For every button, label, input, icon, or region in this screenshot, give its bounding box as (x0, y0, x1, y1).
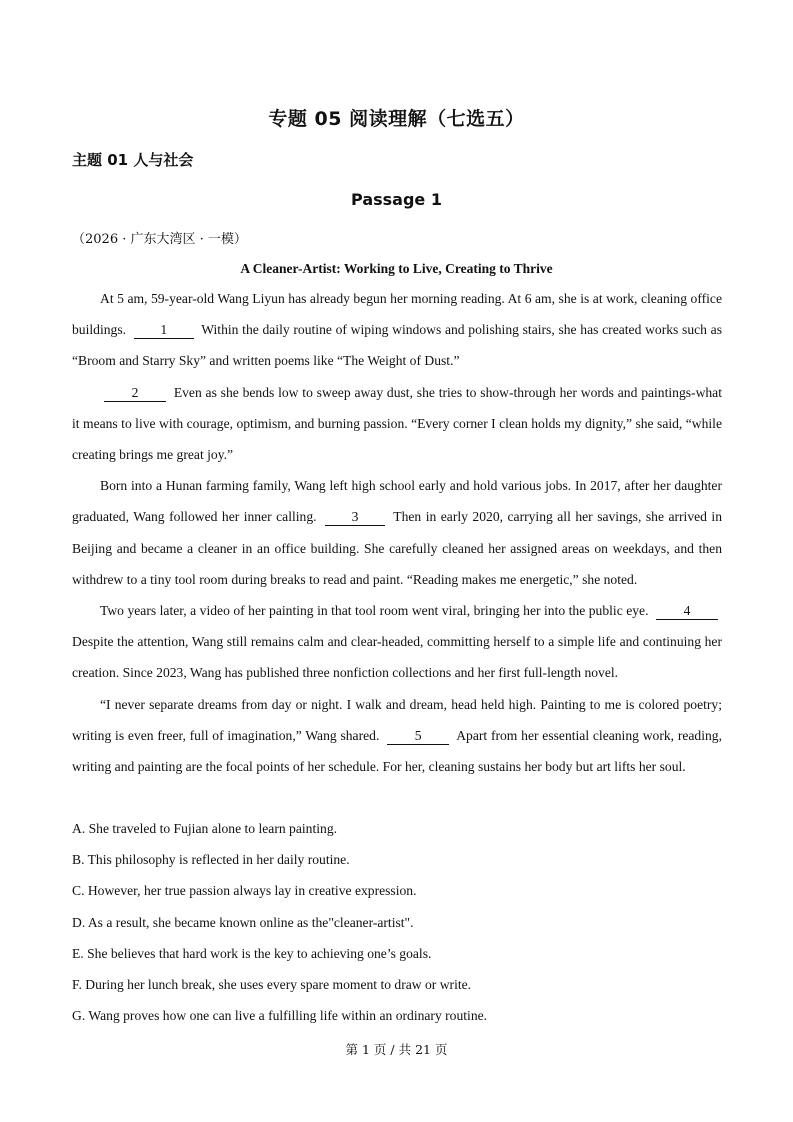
paragraph-4 (72, 595, 722, 689)
option-f: F. During her lunch break, she uses every spare moment to draw or write. (72, 977, 472, 993)
paragraph-text: Apart from her essential cleaning work, reading, writing and painting are the focal points of her schedule. For her, cleaning sustains her body but art lifts her soul. (72, 727, 722, 775)
topic-heading: 主题 01 人与社会 (72, 151, 194, 169)
article-title: A Cleaner-Artist: Working to Live, Creating to Thrive (240, 261, 553, 276)
option-b: B. This philosophy is reflected in her daily routine. (72, 852, 350, 868)
paragraph-text: Born into a Hunan farming family, Wang left high school early and hold various jobs. In 2017, after her daughter graduated, Wang followed her inner calling. (72, 478, 722, 525)
article-body (72, 283, 722, 782)
blank-3: 3 (325, 509, 385, 526)
blank-1: 1 (134, 322, 194, 339)
paragraph-5 (72, 689, 722, 783)
paragraph-3 (72, 470, 722, 595)
option-g: G. Wang proves how one can live a fulfilling life within an ordinary routine. (72, 1008, 488, 1024)
paragraph-text: At 5 am, 59-year-old Wang Liyun has already begun her morning reading. At 6 am, she is at work, cleaning office buildings. (72, 291, 722, 338)
paragraph-2 (72, 377, 722, 471)
source-note: （2026 · 广东大湾区 · 一模） (72, 232, 247, 247)
blank-5: 5 (387, 728, 449, 745)
option-e: E. She believes that hard work is the key to achieving one’s goals. (72, 945, 432, 961)
paragraph-text: “I never separate dreams from day or night. I walk and dream, head held high. Painting to me is colored poetry; writing is even freer, full of imagination,” Wang shared. (72, 696, 722, 743)
option-d: D. As a result, she became known online as the"cleaner-artist". (72, 914, 414, 930)
paragraph-text: Then in early 2020, carrying all her savings, she arrived in Beijing and became a cleaner in an office building. She carefully cleaned her assigned areas on weekdays, and then withdrew to a tiny tool room during breaks to read and paint. “Reading makes me energetic,” she noted. (72, 509, 723, 587)
option-a: A. She traveled to Fujian alone to learn painting. (72, 821, 338, 836)
paragraph-text: Two years later, a video of her painting in that tool room went viral, bringing her into the public eye. (100, 603, 649, 619)
blank-4: 4 (656, 603, 718, 620)
answer-options (72, 813, 722, 1031)
paragraph-text: Despite the attention, Wang still remains calm and clear-headed, committing herself to a simple life and continuing her creation. Since 2023, Wang has published three nonfiction collections and her first full-length novel. (72, 634, 722, 681)
paragraph-text: Within the daily routine of wiping windows and polishing stairs, she has created works such as “Broom and Starry Sky” and written poems like “The Weight of Dust.” (72, 322, 722, 369)
blank-2: 2 (104, 385, 166, 402)
passage-heading: Passage 1 (351, 190, 442, 209)
paragraph-text: Even as she bends low to sweep away dust, she tries to show-through her words and paintings-what it means to live with courage, optimism, and burning passion. “Every corner I clean holds my dignity,” she said, “while creating brings me great joy.” (72, 384, 722, 463)
option-c: C. However, her true passion always lay in creative expression. (72, 883, 417, 899)
paragraph-1 (72, 283, 722, 377)
page-footer: 第 1 页 / 共 21 页 (345, 1042, 448, 1057)
page-title: 专题 05 阅读理解（七选五） (268, 108, 525, 130)
